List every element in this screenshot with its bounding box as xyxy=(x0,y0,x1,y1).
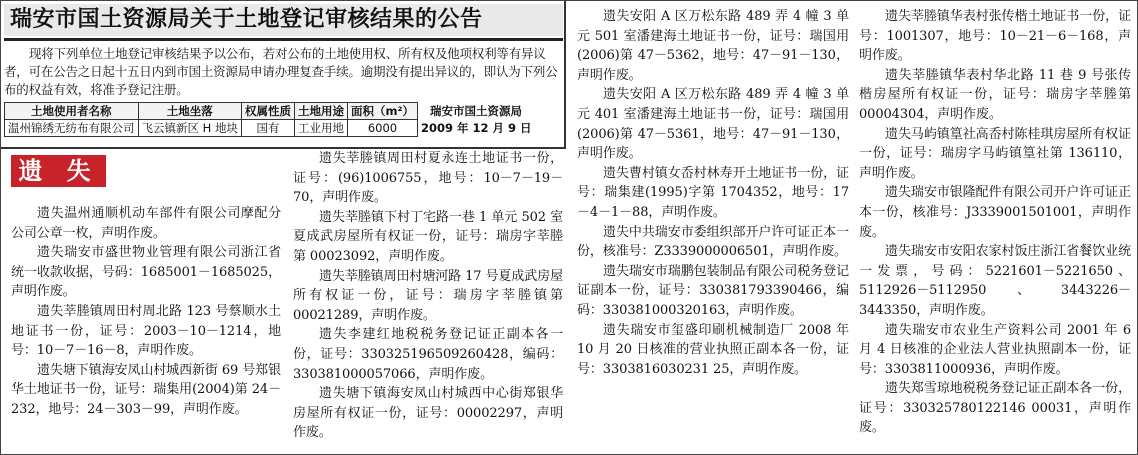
lost-notice: 遗失曹村镇女岙村林寿开土地证书一份，证号：瑞集建(1995)字第 1704352，地号：17－4－1－88，声明作废。 xyxy=(577,165,849,220)
notice-column-1 xyxy=(11,204,281,420)
lost-notice: 遗失安阳 A 区万松东路 489 弄 4 幢 3 单元 501 室潘建海土地证书一份，证号：瑞国用(2006)第 47－5362，地号：47－91－130，声明作废。 xyxy=(577,9,849,83)
notice-column-4 xyxy=(859,7,1131,438)
table-cell: 国有 xyxy=(241,120,294,137)
notice-column-3 xyxy=(577,7,849,379)
lost-notice: 遗失温州通顺机动车部件有限公司摩配分公司公章一枚，声明作废。 xyxy=(11,206,281,241)
table-cell: 飞云镇新区 H 地块 xyxy=(138,120,241,137)
lost-notice: 遗失瑞安市瑞鹏包装制品有限公司税务登记证副本一份，证号：330381793390466，编码：330381000320163，声明作废。 xyxy=(577,263,849,318)
lost-notice: 遗失瑞安市农业生产资料公司 2001 年 6 月 4 日核准的企业法人营业执照副本一份，证号：3303811000936，声明作废。 xyxy=(859,322,1131,377)
lost-notice: 遗失郑雪琼地税税务登记证正副本各一份，证号：330325780122146 00031，声明作废。 xyxy=(859,381,1131,436)
lost-notice: 遗失塘下镇海安凤山村城西新街 69 号郑银华土地证书一份，证号：瑞集用(2004)第 24－232，地号：24－303－99，声明作废。 xyxy=(11,362,281,417)
table-cell: 6000 xyxy=(347,120,417,137)
announcement-frame-right xyxy=(564,1,566,149)
table-cell: 温州锦绣无纺布有限公司 xyxy=(5,120,139,137)
land-registration-table xyxy=(4,102,535,137)
table-header: 权属性质 xyxy=(241,103,294,120)
table-header: 土地使用者名称 xyxy=(5,103,139,120)
lost-notice: 遗失莘塍镇周田村夏永连土地证书一份，证号：(96)1006755，地号：10－7－19－70，声明作废。 xyxy=(293,151,563,206)
table-header-row xyxy=(5,103,535,120)
lost-notice: 遗失安阳 A 区万松东路 489 弄 4 幢 3 单元 401 室潘建海土地证书一份，证号：瑞国用(2006)第 47－5361，地号：47－91－130，声明作废。 xyxy=(577,87,849,162)
lost-notice: 遗失李建红地税税务登记证正副本各一份，证号：330325196509260428，编码：330381000057066，声明作废。 xyxy=(293,327,563,382)
lost-notice: 遗失瑞安市安阳农家村饭庄浙江省餐饮业统一发票，号码：5221601－5221650、5112926－5112950、3443226－3443350，声明作废。 xyxy=(859,244,1131,318)
table-cell: 工业用地 xyxy=(294,120,347,137)
issuer-name: 瑞安市国土资源局 xyxy=(430,104,523,118)
lost-notice-heading: 遗 失 xyxy=(11,155,106,187)
title-rule xyxy=(4,38,563,41)
table-header: 土地用途 xyxy=(294,103,347,120)
lost-notice: 遗失塘下镇海安凤山村城西中心街郑银华房屋所有权证一份，证号：00002297，声明作废。 xyxy=(293,386,563,441)
lost-notice: 遗失莘塍镇周田村塘河路 17 号夏成武房屋所有权证一份，证号：瑞房字莘塍镇第 00021289，声明作废。 xyxy=(293,268,563,323)
lost-notice: 遗失瑞安市玺盛印刷机械制造厂 2008 年 10 月 20 日核准的营业执照正副本各一份，证号：3303816030231 25，声明作废。 xyxy=(577,322,849,377)
lost-notice: 遗失瑞安市银隆配件有限公司开户许可证正本一份，核准号：J3339001501001，声明作废。 xyxy=(859,185,1131,240)
table-header: 面积（m²） xyxy=(347,103,417,120)
lost-notice: 遗失莘塍镇下村丁宅路一巷 1 单元 502 室夏成武房屋所有权证一份，证号：瑞房字莘塍第 00023092，声明作废。 xyxy=(293,209,563,264)
lost-notice: 遗失莘塍镇华表村华北路 11 巷 9 号张传楷房屋所有权证一份，证号：瑞房字莘塍第 00004304，声明作废。 xyxy=(859,67,1131,122)
lost-notice: 遗失马屿镇篁社高岙村陈桂琪房屋所有权证一份，证号：瑞房字马屿镇篁社第 136110，声明作废。 xyxy=(859,126,1131,181)
land-registration-announcement xyxy=(4,4,563,144)
announcement-date: 2009 年 12 月 9 日 xyxy=(421,121,532,135)
lost-notice: 遗失中共瑞安市委组织部开户许可证正本一份，核准号：Z3339000006501，声明作废。 xyxy=(577,224,849,260)
table-header: 土地坐落 xyxy=(138,103,241,120)
lost-notice: 遗失莘塍镇华表村张传楷土地证书一份，证号：1001307，地号：10－21－6－168，声明作废。 xyxy=(859,9,1131,64)
announcement-body: 现将下列单位土地登记审核结果予以公布，若对公布的土地使用权、所有权及他项权利等有异议者，可在公告之日起十五日内到市国土资源局申请办理复查手续。逾期没有提出异议的，即认为下列公布的权益有效，将准予登记注册。 xyxy=(4,46,558,97)
announcement-title: 瑞安市国土资源局关于土地登记审核结果的公告 xyxy=(4,4,563,36)
lost-notice: 遗失瑞安市盛世物业管理有限公司浙江省统一收款收据，号码：1685001－1685025，声明作废。 xyxy=(11,245,281,300)
lost-notice: 遗失莘塍镇周田村周北路 123 号蔡顺水土地证书一份，证号：2003－10－1214，地号：10－7－16－8，声明作废。 xyxy=(11,303,281,359)
notice-column-2 xyxy=(293,149,563,443)
table-row xyxy=(5,120,535,137)
